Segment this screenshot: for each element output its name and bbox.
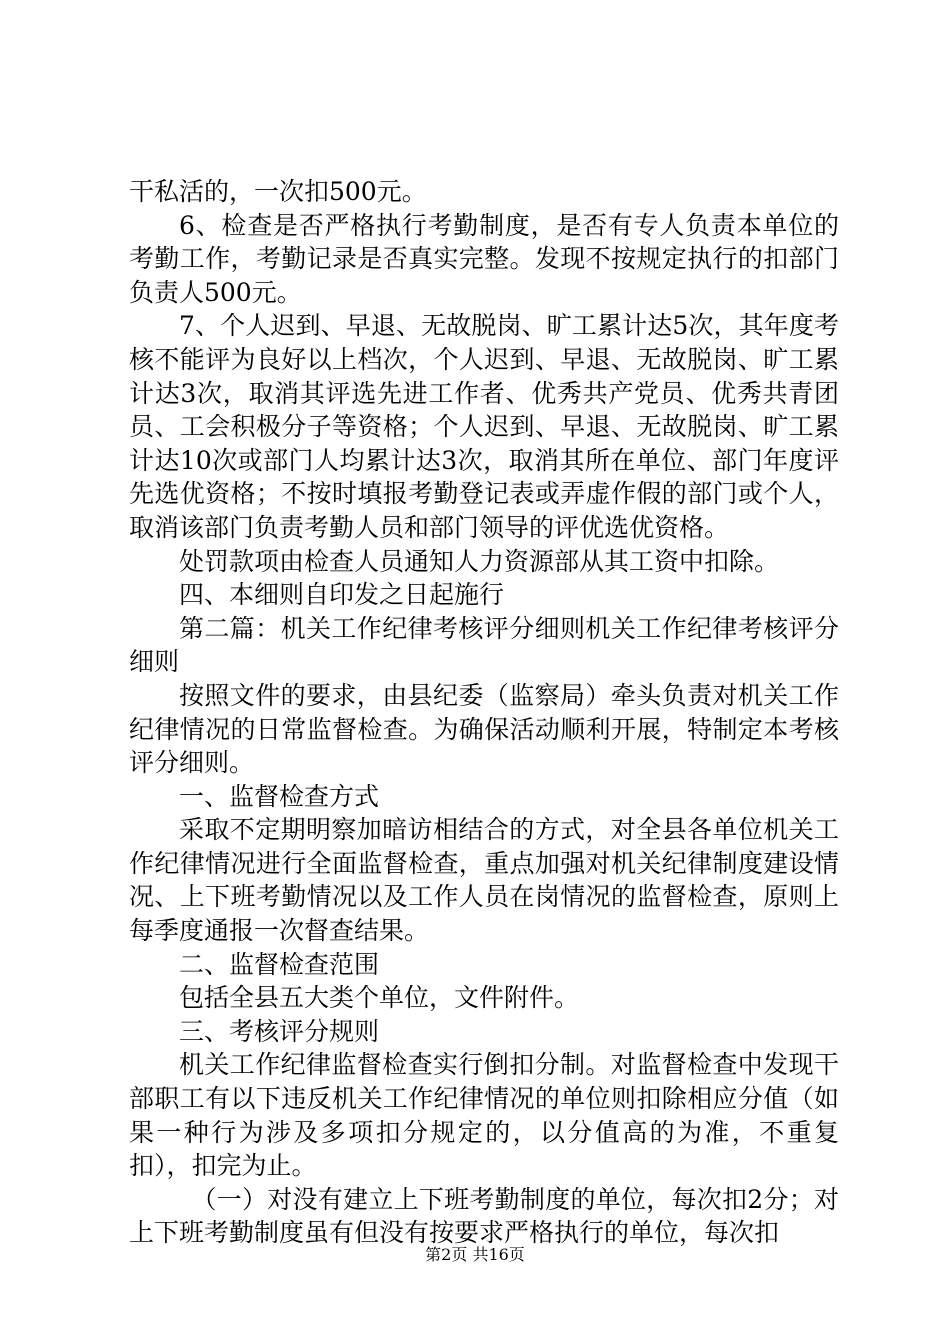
paragraph: 7、个人迟到、早退、无故脱岗、旷工累计达5次，其年度考核不能评为良好以上档次，个人迟到、早退、无故脱岗、旷工累计达3次，取消其评选先进工作者、优秀共产党员、优秀共青团员、工会积极分子等资格；个人迟到、早退、无故脱岗、旷工累计达10次或部门人均累计达3次，取消其所在单位、部门年度评先选优资格；不按时填报考勤登记表或弄虚作假的部门或个人，取消该部门负责考勤人员和部门领导的评优选优资格。 [129,311,839,542]
paragraph: 一、监督检查方式 [179,781,380,811]
paragraph: （一）对没有建立上下班考勤制度的单位，每次扣2分；对上下班考勤制度虽有但没有按要求严格执行的单位，每次扣 [129,1184,839,1248]
paragraph: 三、考核评分规则 [179,1016,380,1046]
paragraph: 四、本细则自印发之日起施行 [179,580,505,610]
paragraph: 6、检查是否严格执行考勤制度，是否有专人负责本单位的考勤工作，考勤记录是否真实完整。发现不按规定执行的扣部门负责人500元。 [129,210,839,307]
paragraph: 机关工作纪律监督检查实行倒扣分制。对监督检查中发现干部职工有以下违反机关工作纪律情况的单位则扣除相应分值（如果一种行为涉及多项扣分规定的，以分值高的为准，不重复扣），扣完为止。 [129,1050,839,1181]
paragraph: 干私活的，一次扣500元。 [129,177,427,206]
page-footer: 第2页 共16页 [425,1245,525,1264]
paragraph: 二、监督检查范围 [179,949,380,979]
paragraph: 采取不定期明察加暗访相结合的方式，对全县各单位机关工作纪律情况进行全面监督检查，重点加强对机关纪律制度建设情况、上下班考勤情况以及工作人员在岗情况的监督检查，原则上每季度通报一次督查结果。 [129,815,839,946]
document-body [129,175,839,1250]
paragraph: 按照文件的要求，由县纪委（监察局）牵头负责对机关工作纪律情况的日常监督检查。为确保活动顺利开展，特制定本考核评分细则。 [129,680,839,778]
paragraph: 第二篇：机关工作纪律考核评分细则机关工作纪律考核评分细则 [129,613,839,677]
paragraph: 包括全县五大类个单位，文件附件。 [179,983,580,1013]
paragraph: 处罚款项由检查人员通知人力资源部从其工资中扣除。 [179,546,780,576]
